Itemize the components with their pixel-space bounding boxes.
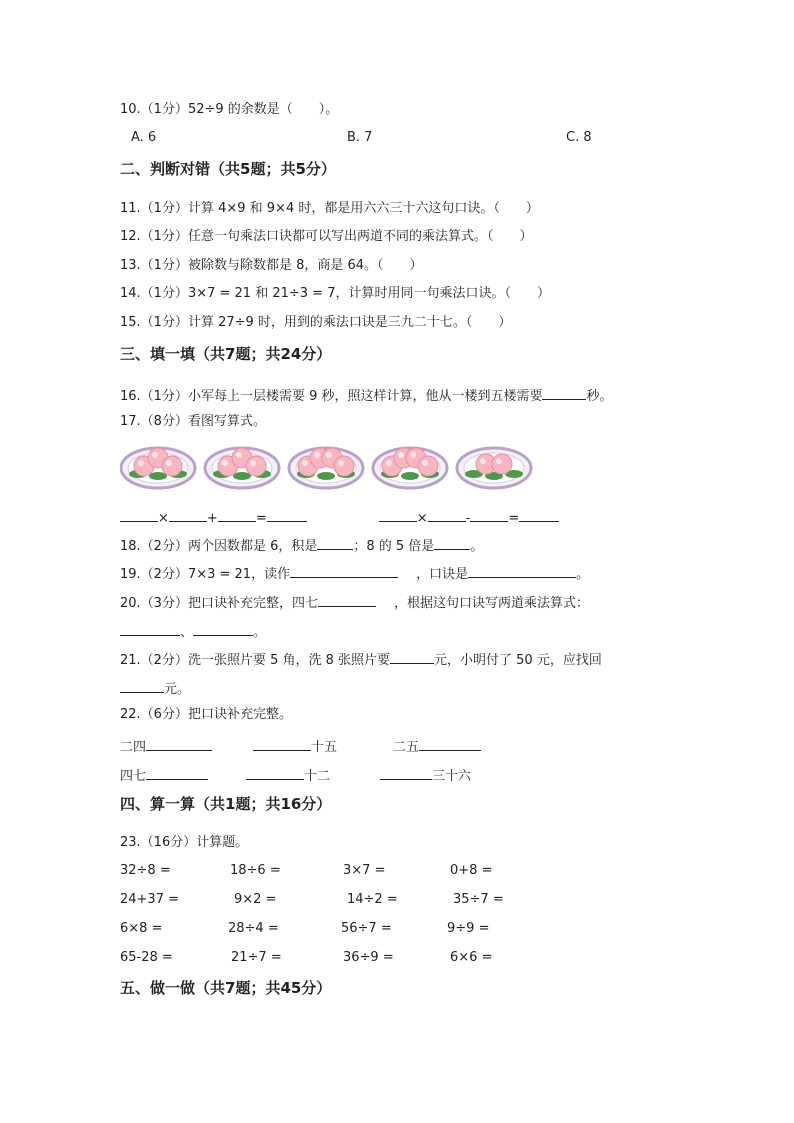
q22-stem: 22.（6分）把口诀补充完整。 [120,707,292,722]
q17-stem: 17.（8分）看图写算式。 [120,414,266,429]
q22-item-6: 三十六 [380,765,471,786]
q22-blank-5[interactable] [246,765,304,780]
peach-highlight [138,460,144,466]
calc-r3-c4: 9÷9 = [447,921,490,936]
q22-blank-4[interactable] [146,765,208,780]
q22-blank-3[interactable] [419,736,481,751]
leaf-mark [233,472,251,480]
section-title-do: 五、做一做（共7题；共45分） [120,979,332,997]
leaf-mark [149,472,167,480]
peach-highlight [422,460,428,466]
calc-r3-c3: 56÷7 = [341,921,392,936]
q12: 12.（1分）任意一句乘法口诀都可以写出两道不同的乘法算式。（ ） [120,229,533,244]
q10-option-b: B. 7 [347,130,373,145]
calc-r2-c2: 9×2 = [234,892,277,907]
peach-highlight [480,458,486,464]
calc-r1-c2: 18÷6 = [230,863,281,878]
calc-r3-c1: 6×8 = [120,921,163,936]
q20-line-2: 、 。 [120,621,266,642]
calc-r1-c1: 32÷8 = [120,863,171,878]
q11: 11.（1分）计算 4×9 和 9×4 时，都是用六六三十六这句口诀。（ ） [120,201,539,216]
q17-blank-2[interactable] [169,507,207,522]
q17-equation-row: × + = × - = [120,507,559,528]
section-title-judge: 二、判断对错（共5题；共5分） [120,160,336,178]
q20-blank-2[interactable] [120,621,180,636]
calc-r4-c2: 21÷7 = [231,950,282,965]
q17-blank-6[interactable] [428,507,466,522]
q22-item-2: 十五 [253,736,337,757]
q21-line-1: 21.（2分）洗一张照片要 5 角，洗 8 张照片要 元，小明付了 50 元，应找回 [120,649,602,670]
peach-highlight [398,452,404,458]
peach-highlight [386,460,392,466]
peach-plates [120,436,540,494]
q17-blank-1[interactable] [120,507,158,522]
calc-r2-c1: 24+37 = [120,892,180,907]
q20-blank-1[interactable] [318,592,376,607]
plate-2 [205,448,279,488]
q20-blank-3[interactable] [193,621,253,636]
peach-highlight [326,452,332,458]
q10-stem: 10.（1分）52÷9 的余数是（ ）。 [120,102,339,117]
peach-plates-illustration [120,436,540,494]
q22-item-3: 二五 [393,736,481,757]
section-title-calc: 四、算一算（共1题；共16分） [120,795,332,813]
q17-blank-3[interactable] [218,507,256,522]
q22-item-1: 二四 [120,736,212,757]
calc-r1-c3: 3×7 = [343,863,386,878]
q13: 13.（1分）被除数与除数都是 8，商是 64。（ ） [120,258,423,273]
peach-5-2 [492,454,512,474]
peach-highlight [250,460,256,466]
q22-blank-6[interactable] [380,765,432,780]
q14: 14.（1分）3×7 = 21 和 21÷3 = 7，计算时用同一句乘法口诀。（ ） [120,286,550,301]
calc-r4-c1: 65-28 = [120,950,173,965]
plate-1 [121,448,195,488]
q21-line-2: 元。 [120,678,190,699]
plate-4 [373,448,447,488]
q19-blank-2[interactable] [468,563,576,578]
peach-1-3 [162,456,182,476]
peach-highlight [236,452,242,458]
q21-blank-2[interactable] [120,678,164,693]
leaf-mark [317,472,335,480]
calc-r3-c2: 28÷4 = [228,921,279,936]
q17-blank-7[interactable] [470,507,508,522]
section-title-fill: 三、填一填（共7题；共24分） [120,345,332,363]
peach-highlight [222,460,228,466]
plate-5 [457,448,531,488]
q17-blank-5[interactable] [379,507,417,522]
q23-stem: 23.（16分）计算题。 [120,835,249,850]
q22-blank-2[interactable] [253,736,311,751]
q17-blank-4[interactable] [267,507,307,522]
q18: 18.（2分）两个因数都是 6，积是 ；8 的 5 倍是 。 [120,535,483,556]
q19: 19.（2分）7×3 = 21，读作 ，口诀是 。 [120,563,589,584]
calc-r2-c3: 14÷2 = [347,892,398,907]
calc-r2-c4: 35÷7 = [453,892,504,907]
calc-r1-c4: 0+8 = [450,863,493,878]
q18-blank-1[interactable] [317,535,353,550]
peach-3-4 [334,456,354,476]
q10-option-c: C. 8 [566,130,592,145]
peach-4-4 [418,456,438,476]
plate-3 [289,448,363,488]
q20-line-1: 20.（3分）把口诀补充完整，四七 ，根据这句口诀写两道乘法算式： [120,592,589,613]
calc-r4-c4: 6×6 = [450,950,493,965]
q22-blank-1[interactable] [146,736,212,751]
q15: 15.（1分）计算 27÷9 时，用到的乘法口诀是三九二十七。（ ） [120,315,512,330]
peach-highlight [410,452,416,458]
q16: 16.（1分）小军每上一层楼需要 9 秒，照这样计算，他从一楼到五楼需要 秒。 [120,385,613,406]
q16-blank[interactable] [542,385,586,400]
peach-highlight [302,460,308,466]
peach-highlight [166,460,172,466]
peach-highlight [314,452,320,458]
q18-blank-2[interactable] [434,535,470,550]
q21-blank-1[interactable] [390,649,434,664]
peach-highlight [152,452,158,458]
peach-2-3 [246,456,266,476]
calc-r4-c3: 36÷9 = [343,950,394,965]
q17-blank-8[interactable] [519,507,559,522]
peach-highlight [338,460,344,466]
q22-item-4: 四七 [120,765,208,786]
q22-item-5: 十二 [246,765,330,786]
peach-highlight [496,458,502,464]
q10-option-a: A. 6 [131,130,157,145]
q19-blank-1[interactable] [290,563,398,578]
leaf-mark [401,472,419,480]
